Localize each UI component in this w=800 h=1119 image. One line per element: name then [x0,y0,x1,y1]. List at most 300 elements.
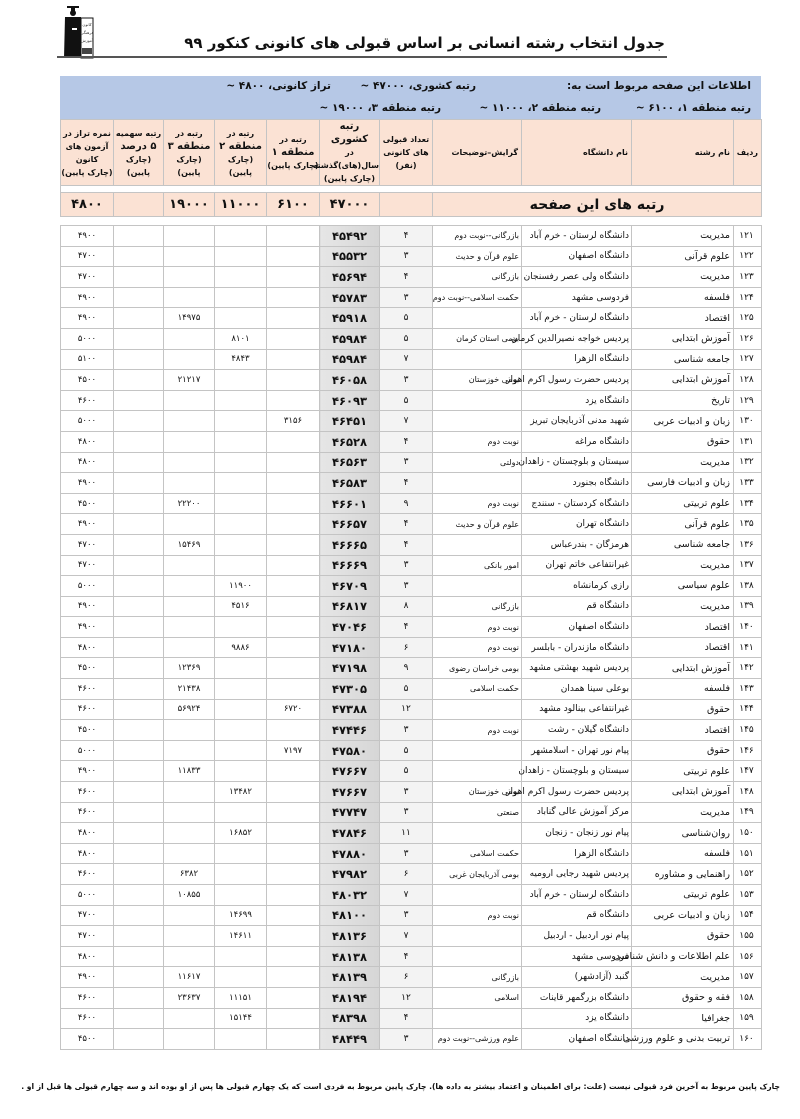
region2-rank [215,885,267,906]
kanoon-score: ۴۵۰۰ [61,1029,114,1050]
major-name: علوم تربیتی [632,885,734,906]
info-region2: رتبه منطقه ۲، ۱۱۰۰۰ ~ [479,102,601,114]
notes [433,823,522,844]
region1-rank [267,885,320,906]
national-rank: ۴۶۴۵۱ [320,411,380,432]
acceptance-count: ۹ [380,493,433,514]
row-number: ۱۳۴ [734,493,762,514]
acceptance-count: ۵ [380,679,433,700]
quota-rank [114,328,164,349]
table-row [61,967,762,988]
row-number: ۱۵۰ [734,823,762,844]
region2-rank [215,370,267,391]
kanoon-score: ۴۵۰۰ [61,493,114,514]
col-header-score: نمره تراز در آزمون های کانون (چارک پایین) [61,120,114,186]
row-number: ۱۴۵ [734,720,762,741]
row-number: ۱۵۸ [734,987,762,1008]
row-number: ۱۴۴ [734,699,762,720]
row-number: ۱۵۷ [734,967,762,988]
table-row [61,1029,762,1050]
row-number: ۱۵۳ [734,885,762,906]
region2-rank [215,617,267,638]
acceptance-count: ۶ [380,637,433,658]
university-name: هرمزگان - بندرعباس [522,534,632,555]
region2-rank: ۱۵۱۴۴ [215,1008,267,1029]
quota-rank [114,1008,164,1029]
region3-rank [164,390,215,411]
info-kanoon-score: تراز کانونی، ۴۸۰۰ ~ [226,80,331,92]
table-row [61,987,762,1008]
acceptance-count: ۳ [380,782,433,803]
major-name: مدیریت [632,802,734,823]
university-name: دانشگاه اصفهان [522,246,632,267]
notes: علوم قرآن و حدیث [433,514,522,535]
national-rank: ۴۶۶۶۹ [320,555,380,576]
university-name: دانشگاه قم [522,596,632,617]
acceptance-count: ۴ [380,1008,433,1029]
notes: حکمت اسلامی [433,843,522,864]
university-name: پردیس خواجه نصیرالدین کرمان [522,328,632,349]
kanoon-score: ۴۶۰۰ [61,699,114,720]
region2-rank [215,1029,267,1050]
region3-rank: ۱۵۴۶۹ [164,534,215,555]
col-header-notes: گرایش–توضیحات [433,120,522,186]
quota-rank [114,287,164,308]
table-row [61,431,762,452]
notes: حکمت اسلامی [433,679,522,700]
national-rank: ۴۵۶۹۴ [320,267,380,288]
region3-rank [164,267,215,288]
acceptance-count: ۳ [380,720,433,741]
quota-rank [114,514,164,535]
quota-rank [114,370,164,391]
acceptance-count: ۷ [380,349,433,370]
row-number: ۱۳۱ [734,431,762,452]
kanoon-score: ۴۶۰۰ [61,802,114,823]
region2-rank [215,390,267,411]
major-name: مدیریت [632,596,734,617]
quota-rank [114,349,164,370]
national-rank: ۴۶۰۵۸ [320,370,380,391]
national-rank: ۴۷۶۶۷ [320,782,380,803]
university-name: دانشگاه لرستان - خرم آباد [522,226,632,247]
university-name: دانشگاه اصفهان [522,617,632,638]
region3-rank [164,328,215,349]
table-row [61,885,762,906]
region3-rank: ۱۴۹۷۵ [164,308,215,329]
kanoon-score: ۴۸۰۰ [61,946,114,967]
kanoon-score: ۴۹۰۰ [61,596,114,617]
kanoon-score: ۵۰۰۰ [61,576,114,597]
title-divider [57,56,667,58]
svg-text:فرهنگی: فرهنگی [80,30,94,35]
notes [433,885,522,906]
notes: علوم ورزشی--نوبت دوم [433,1029,522,1050]
row-number: ۱۲۲ [734,246,762,267]
notes [433,699,522,720]
acceptance-count: ۴ [380,617,433,638]
col-header-region3: رتبه در منطقه ۳ (چارک پایین) [164,120,215,186]
row-number: ۱۳۹ [734,596,762,617]
region2-rank [215,514,267,535]
row-number: ۱۲۷ [734,349,762,370]
quota-rank [114,946,164,967]
major-name: فلسفه [632,843,734,864]
quota-rank [114,802,164,823]
region2-rank [215,967,267,988]
region1-rank [267,720,320,741]
region3-rank [164,1029,215,1050]
notes: بومی استان کرمان [433,328,522,349]
region1-rank [267,782,320,803]
notes [433,390,522,411]
national-rank: ۴۶۷۰۹ [320,576,380,597]
region1-rank: ۶۷۲۰ [267,699,320,720]
region2-rank [215,679,267,700]
university-name: دانشگاه مازندران - بابلسر [522,637,632,658]
region3-rank [164,823,215,844]
col-header-quota: رتبه سهمیه ۵ درصد (چارک پایین) [114,120,164,186]
table-row [61,720,762,741]
notes: بومی خراسان رضوی [433,658,522,679]
col-header-region2: رتبه در منطقه ۲ (چارک پایین) [215,120,267,186]
major-name: علوم قرآنی [632,514,734,535]
notes: نوبت دوم [433,431,522,452]
info-label: اطلاعات این صفحه مربوط است به: [566,80,751,92]
region1-rank [267,658,320,679]
acceptance-count: ۴ [380,226,433,247]
acceptance-count: ۳ [380,555,433,576]
major-name: علوم تربیتی [632,493,734,514]
region1-rank [267,926,320,947]
notes: نوبت دوم [433,905,522,926]
notes: بازرگانی--نوبت دوم [433,226,522,247]
region2-rank [215,493,267,514]
major-name: روان‌شناسی [632,823,734,844]
kanoon-score: ۴۸۰۰ [61,452,114,473]
quota-rank [114,452,164,473]
university-name: پیام نور زنجان - زنجان [522,823,632,844]
row-number: ۱۴۸ [734,782,762,803]
national-rank: ۴۶۵۸۳ [320,473,380,494]
region1-rank [267,246,320,267]
region3-rank: ۱۲۳۶۹ [164,658,215,679]
major-name: جامعه شناسی [632,534,734,555]
region3-rank: ۵۶۹۲۴ [164,699,215,720]
notes: بومی آذربایجان غربی [433,864,522,885]
quota-rank [114,493,164,514]
table-header-row [61,120,762,186]
major-name: اقتصاد [632,617,734,638]
university-name: پردیس حضرت رسول اکرم اهواز [522,782,632,803]
col-header-count: تعداد قبولی های کانونی (نفر) [380,120,433,186]
major-name: مدیریت [632,226,734,247]
major-name: تاریخ [632,390,734,411]
kanoon-score: ۵۰۰۰ [61,885,114,906]
kanoon-score: ۴۷۰۰ [61,534,114,555]
national-rank: ۴۷۵۸۰ [320,740,380,761]
table-row [61,226,762,247]
notes [433,411,522,432]
quota-rank [114,864,164,885]
kanoon-score: ۴۹۰۰ [61,308,114,329]
row-number: ۱۵۶ [734,946,762,967]
quota-rank [114,761,164,782]
university-name: بوعلی سینا همدان [522,679,632,700]
region1-rank [267,452,320,473]
row-number: ۱۵۹ [734,1008,762,1029]
major-name: آموزش ابتدایی [632,782,734,803]
row-number: ۱۴۱ [734,637,762,658]
col-header-university: نام دانشگاه [522,120,632,186]
region1-rank [267,287,320,308]
major-name: حقوق [632,926,734,947]
row-number: ۱۲۴ [734,287,762,308]
quota-rank [114,473,164,494]
region3-rank [164,287,215,308]
region2-rank [215,226,267,247]
kanoon-score: ۴۷۰۰ [61,905,114,926]
national-rank: ۴۵۹۸۴ [320,328,380,349]
university-name: سیستان و بلوچستان - زاهدان [522,452,632,473]
kanoon-score: ۴۹۰۰ [61,514,114,535]
quota-rank [114,267,164,288]
quota-rank [114,782,164,803]
notes: علوم قرآن و حدیث [433,246,522,267]
university-name: دانشگاه لرستان - خرم آباد [522,885,632,906]
quota-rank [114,431,164,452]
table-row [61,267,762,288]
kanoon-score: ۴۷۰۰ [61,246,114,267]
major-name: علوم سیاسی [632,576,734,597]
national-rank: ۴۶۰۹۳ [320,390,380,411]
university-name: مرکز آموزش عالی گناباد [522,802,632,823]
region1-rank [267,431,320,452]
national-rank: ۴۸۱۹۴ [320,987,380,1008]
page-rank-region3: ۱۹۰۰۰ [164,193,215,217]
university-name: گنبد (آزادشهر) [522,967,632,988]
major-name: آموزش ابتدایی [632,370,734,391]
quota-rank [114,967,164,988]
info-region1: رتبه منطقه ۱، ۶۱۰۰ ~ [635,102,751,114]
acceptance-count: ۶ [380,864,433,885]
university-name: دانشگاه بزرگمهر قاینات [522,987,632,1008]
national-rank: ۴۸۰۳۲ [320,885,380,906]
row-number: ۱۳۲ [734,452,762,473]
notes: اسلامی [433,987,522,1008]
major-name: مدیریت [632,267,734,288]
table-row [61,576,762,597]
quota-rank [114,308,164,329]
acceptance-count: ۴ [380,534,433,555]
acceptance-count: ۱۲ [380,987,433,1008]
acceptance-count: ۵ [380,761,433,782]
row-number: ۱۴۰ [734,617,762,638]
region2-rank [215,843,267,864]
quota-rank [114,885,164,906]
table-row [61,802,762,823]
row-number: ۱۳۵ [734,514,762,535]
region1-rank [267,514,320,535]
major-name: فلسفه [632,679,734,700]
acceptance-count: ۴ [380,514,433,535]
national-rank: ۴۷۳۸۸ [320,699,380,720]
table-row [61,370,762,391]
university-name: دانشگاه گیلان - رشت [522,720,632,741]
university-name: دانشگاه مراغه [522,431,632,452]
kanoon-score: ۵۱۰۰ [61,349,114,370]
kanoon-score: ۴۶۰۰ [61,864,114,885]
page-ranks-label: رتبه های این صفحه [433,193,762,217]
national-rank: ۴۷۷۴۷ [320,802,380,823]
table-row [61,905,762,926]
region3-rank [164,740,215,761]
region1-rank [267,1029,320,1050]
university-name: دانشگاه کردستان - سنندج [522,493,632,514]
region1-rank [267,946,320,967]
region1-rank [267,349,320,370]
row-number: ۱۲۳ [734,267,762,288]
row-number: ۱۵۱ [734,843,762,864]
region3-rank [164,473,215,494]
region3-rank [164,576,215,597]
kanoon-score: ۴۶۰۰ [61,390,114,411]
region3-rank: ۱۰۸۵۵ [164,885,215,906]
acceptance-count: ۵ [380,390,433,411]
quota-rank [114,679,164,700]
kanoon-score: ۴۶۰۰ [61,782,114,803]
table-row [61,782,762,803]
table-row [61,679,762,700]
acceptance-count: ۵ [380,740,433,761]
row-number: ۱۲۸ [734,370,762,391]
table-row [61,617,762,638]
major-name: تربیت بدنی و علوم ورزشی [632,1029,734,1050]
national-rank: ۴۷۱۹۸ [320,658,380,679]
region1-rank [267,473,320,494]
region2-rank: ۱۴۶۹۹ [215,905,267,926]
row-number: ۱۴۷ [734,761,762,782]
region3-rank [164,946,215,967]
kanoon-score: ۴۷۰۰ [61,555,114,576]
notes [433,473,522,494]
table-row [61,823,762,844]
logo-text: کانون [82,22,92,27]
kanoon-score: ۴۹۰۰ [61,967,114,988]
national-rank: ۴۵۷۸۳ [320,287,380,308]
major-name: جامعه شناسی [632,349,734,370]
national-rank: ۴۷۸۸۰ [320,843,380,864]
table-row [61,555,762,576]
university-name: غیرانتفاعی بینالود مشهد [522,699,632,720]
svg-text:آموزش: آموزش [80,38,94,43]
region3-rank [164,226,215,247]
university-name: دانشگاه الزهرا [522,349,632,370]
national-rank: ۴۶۶۶۵ [320,534,380,555]
kanoon-score: ۴۹۰۰ [61,761,114,782]
university-name: رازی کرمانشاه [522,576,632,597]
region2-rank [215,246,267,267]
region3-rank [164,802,215,823]
quota-rank [114,617,164,638]
page-title: جدول انتخاب رشته انسانی بر اساس قبولی های کانونی کنکور ۹۹ [184,34,665,52]
acceptance-count: ۵ [380,328,433,349]
table-row [61,452,762,473]
university-name: پردیس شهید بهشتی مشهد [522,658,632,679]
notes [433,761,522,782]
row-number: ۱۳۳ [734,473,762,494]
major-name: علوم تربیتی [632,761,734,782]
row-number: ۱۴۶ [734,740,762,761]
table-row [61,658,762,679]
national-rank: ۴۷۸۴۶ [320,823,380,844]
national-rank: ۴۶۵۲۸ [320,431,380,452]
region2-rank: ۹۸۸۶ [215,637,267,658]
national-rank: ۴۵۴۹۲ [320,226,380,247]
region3-rank [164,926,215,947]
col-header-national: رتبه کشوری در سال(های)گذشته (چارک پایین) [320,120,380,186]
row-number: ۱۴۳ [734,679,762,700]
region1-rank [267,576,320,597]
region2-rank: ۱۱۱۵۱ [215,987,267,1008]
table-row [61,349,762,370]
university-name: سیستان و بلوچستان - زاهدان [522,761,632,782]
notes: نوبت دوم [433,493,522,514]
notes [433,534,522,555]
notes: بازرگانی [433,967,522,988]
university-name: پیام نور اردبیل - اردبیل [522,926,632,947]
kanoon-score: ۴۶۰۰ [61,1008,114,1029]
notes: بومی خوزستان [433,782,522,803]
table-row [61,390,762,411]
region1-rank [267,679,320,700]
university-name: فردوسی مشهد [522,946,632,967]
notes: بازرگانی [433,267,522,288]
major-name: آموزش ابتدایی [632,658,734,679]
major-name: زبان و ادبیات فارسی [632,473,734,494]
notes [433,1008,522,1029]
info-region3: رتبه منطقه ۳، ۱۹۰۰۰ ~ [319,102,441,114]
notes: نوبت دوم [433,720,522,741]
table-row [61,596,762,617]
region2-rank [215,473,267,494]
national-rank: ۴۸۴۴۹ [320,1029,380,1050]
row-number: ۱۲۹ [734,390,762,411]
acceptance-count: ۳ [380,287,433,308]
university-name: غیرانتفاعی خاتم تهران [522,555,632,576]
region1-rank [267,328,320,349]
acceptance-count: ۴ [380,431,433,452]
major-name: مدیریت [632,555,734,576]
region2-rank [215,658,267,679]
kanoon-score: ۴۹۰۰ [61,226,114,247]
kanoon-score: ۵۰۰۰ [61,740,114,761]
quota-rank [114,411,164,432]
kanoon-score: ۴۷۰۰ [61,267,114,288]
region1-rank [267,823,320,844]
acceptance-count: ۵ [380,308,433,329]
region2-rank [215,431,267,452]
table-row [61,946,762,967]
major-name: اقتصاد [632,720,734,741]
major-name: اقتصاد [632,308,734,329]
acceptance-count: ۹ [380,658,433,679]
major-name: زبان و ادبیات عربی [632,905,734,926]
acceptance-count: ۷ [380,411,433,432]
notes: دولتی [433,452,522,473]
region1-rank [267,864,320,885]
acceptance-count: ۱۱ [380,823,433,844]
